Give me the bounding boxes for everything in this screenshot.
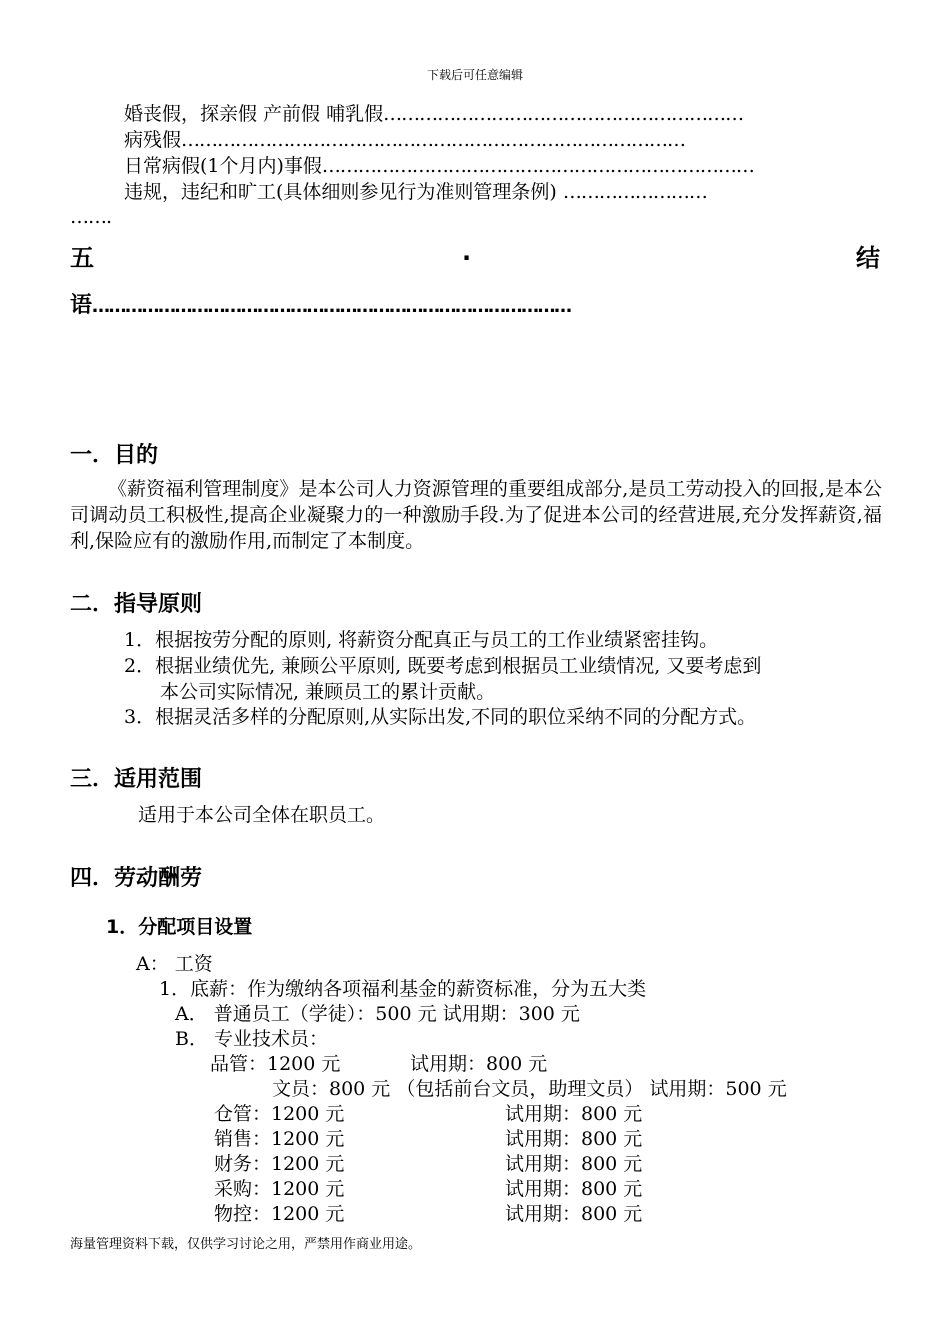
role-trial-salary: 试用期：800 元 — [505, 1153, 643, 1175]
toc-leader: …………………… — [562, 181, 707, 203]
role-trial-salary: 试用期：800 元 — [410, 1053, 548, 1075]
section-body-scope: 适用于本公司全体在职员工。 — [138, 804, 386, 826]
toc-leader: ……. — [70, 206, 112, 228]
toc-item[interactable] — [124, 127, 685, 153]
item-a-label: A： 工资 — [136, 953, 213, 975]
toc-item[interactable] — [124, 179, 707, 205]
role-trial-salary: 试用期：800 元 — [505, 1203, 643, 1225]
toc-conclusion-line[interactable] — [70, 288, 571, 319]
role-salary: 采购：1200 元 — [214, 1178, 345, 1200]
section-title-scope: 三．适用范围 — [70, 767, 203, 792]
list-item-continuation: 本公司实际情况, 兼顾员工的累计贡献。 — [160, 681, 496, 703]
toc-conclusion-dot: . — [462, 238, 472, 266]
role-salary: 财务：1200 元 — [214, 1153, 345, 1175]
toc-conclusion-second-char: 语 — [70, 293, 93, 318]
toc-leader: ……………………………………………………………… — [321, 155, 754, 177]
section-title-compensation: 四．劳动酬劳 — [70, 866, 203, 891]
toc-item[interactable] — [124, 101, 743, 127]
toc-leader: ………………………………………………………………………… — [181, 129, 686, 151]
toc-leader: …………………………………………………………………………… — [92, 296, 571, 317]
toc-item-label: 病残假 — [124, 129, 182, 151]
role-salary: 文员：800 元 （包括前台文员，助理文员） 试用期：500 元 — [272, 1078, 787, 1100]
toc-conclusion-number: 五 — [70, 244, 94, 272]
role-salary: 销售：1200 元 — [214, 1128, 345, 1150]
category-a: A． 普通员工（学徒）：500 元 试用期：300 元 — [175, 1003, 580, 1025]
base-salary-line: 1．底薪：作为缴纳各项福利基金的薪资标准，分为五大类 — [159, 978, 647, 1000]
list-item: 2．根据业绩优先, 兼顾公平原则, 既要考虑到根据员工业绩情况, 又要考虑到 — [124, 655, 762, 677]
toc-conclusion-first-char: 结 — [856, 244, 880, 272]
role-trial-salary: 试用期：800 元 — [505, 1103, 643, 1125]
toc-item-label: 婚丧假，探亲假 产前假 哺乳假 — [124, 103, 384, 125]
subsection-title: 1．分配项目设置 — [106, 916, 253, 938]
section-body-purpose: 《薪资福利管理制度》是本公司人力资源管理的重要组成部分,是员工劳动投入的回报,是本公司调动员工积极性,提高企业凝聚力的一种激励手段.为了促进本公司的经营进展,充分发挥薪资,福利,保险应有的激励作用,而制定了本制度。 — [70, 478, 882, 552]
list-item: 1．根据按劳分配的原则, 将薪资分配真正与员工的工作业绩紧密挂钩。 — [124, 629, 719, 651]
role-salary: 品管：1200 元 — [210, 1053, 341, 1075]
role-trial-salary: 试用期：800 元 — [505, 1178, 643, 1200]
section-title-principles: 二．指导原则 — [70, 592, 203, 617]
toc-item[interactable] — [124, 153, 754, 179]
section-title-purpose: 一．目的 — [70, 443, 159, 468]
role-salary: 物控：1200 元 — [214, 1203, 345, 1225]
footer-note: 海量管理资料下载，仅供学习讨论之用，严禁用作商业用途。 — [70, 1237, 422, 1252]
toc-item-label: 违规，违纪和旷工(具体细则参见行为准则管理条例) — [124, 181, 563, 203]
header-note: 下载后可任意编辑 — [426, 68, 523, 82]
toc-item-label: 日常病假(1个月内)事假 — [124, 155, 322, 177]
role-trial-salary: 试用期：800 元 — [505, 1128, 643, 1150]
toc-leader: …………………………………………………… — [383, 103, 744, 125]
category-b: B． 专业技术员： — [175, 1028, 329, 1050]
toc-item-continuation — [70, 204, 111, 230]
role-salary: 仓管：1200 元 — [214, 1103, 345, 1125]
list-item: 3．根据灵活多样的分配原则,从实际出发,不同的职位采纳不同的分配方式。 — [124, 706, 757, 728]
